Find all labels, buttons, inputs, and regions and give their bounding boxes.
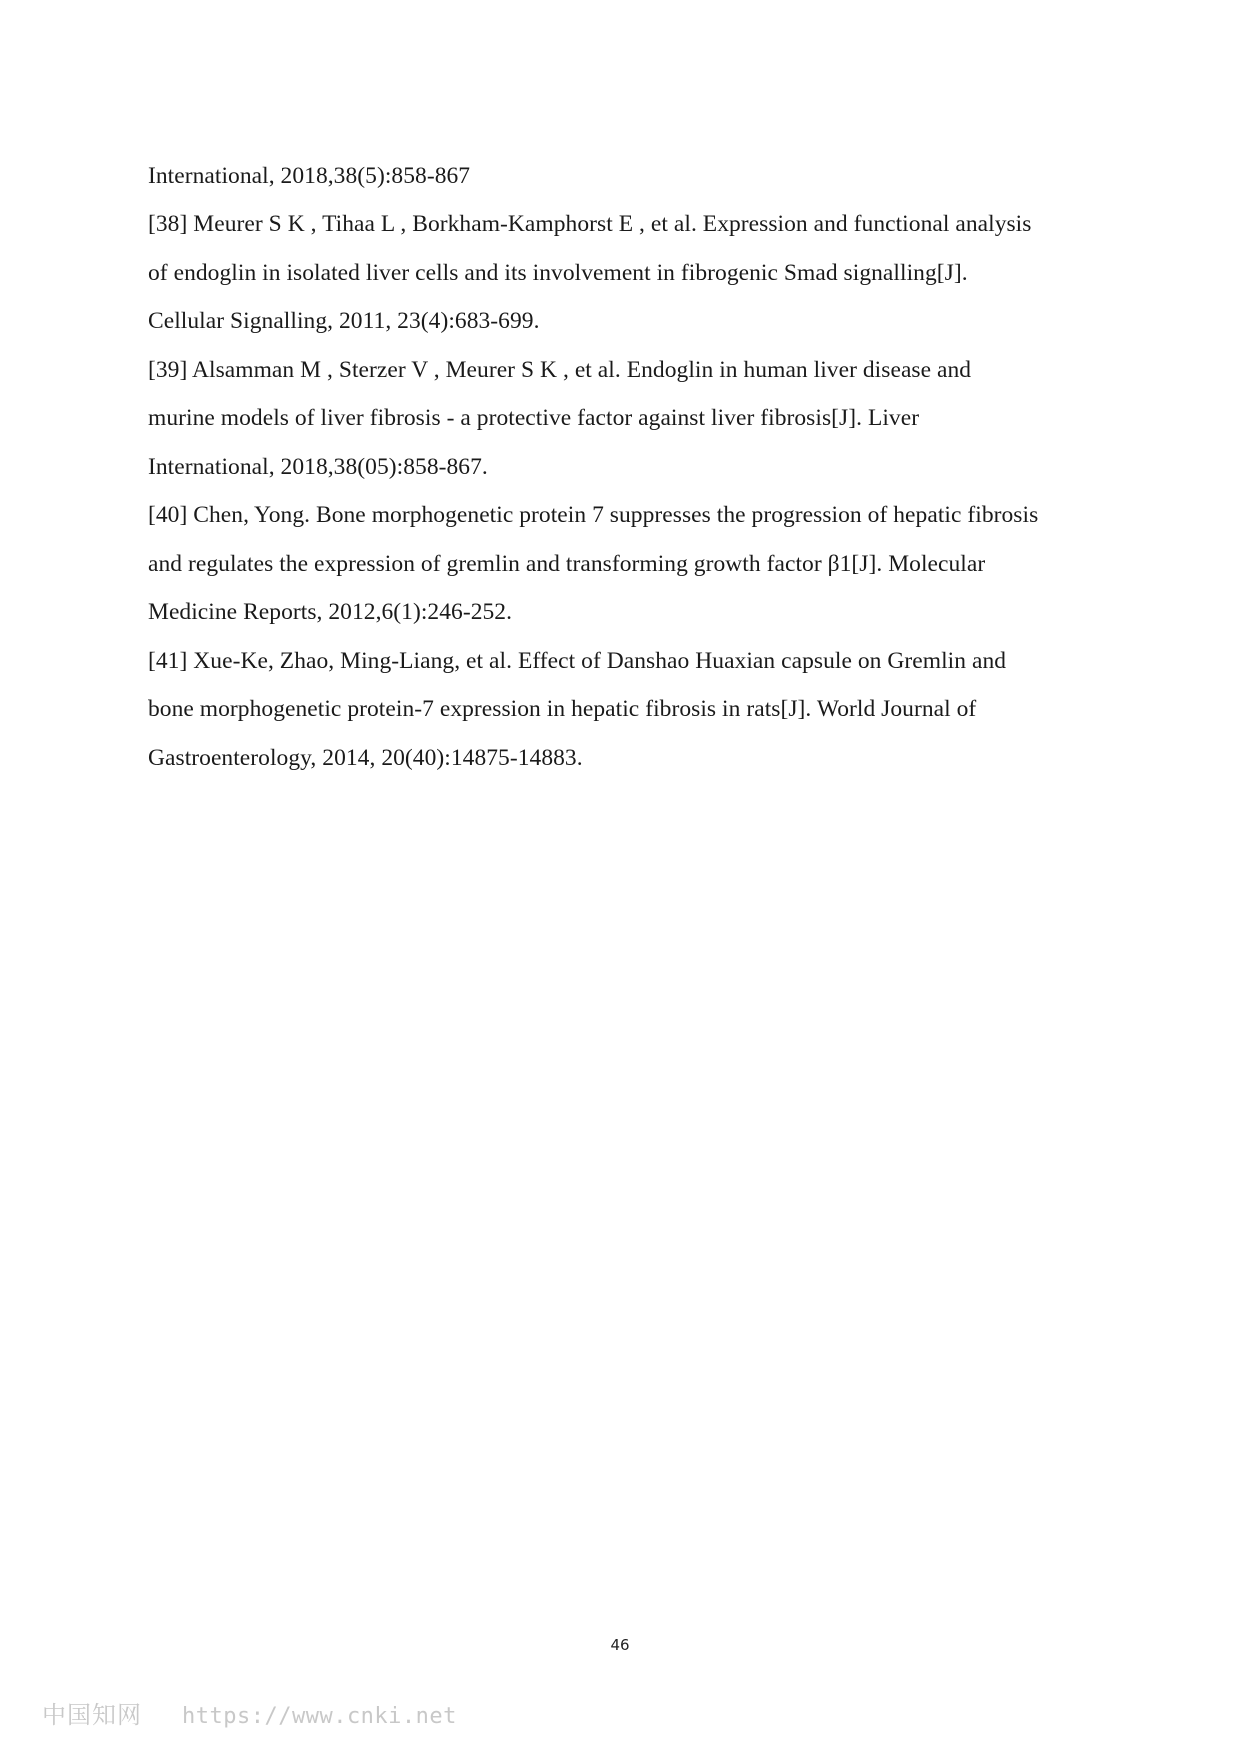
reference-line: Cellular Signalling, 2011, 23(4):683-699. (148, 308, 540, 334)
cnki-watermark (42, 1695, 457, 1730)
reference-line: murine models of liver fibrosis - a protective factor against liver fibrosis[J]. Liver (148, 405, 920, 431)
reference-line: of endoglin in isolated liver cells and its involvement in fibrogenic Smad signalling[J]. (148, 260, 968, 286)
reference-line: International, 2018,38(05):858-867. (148, 454, 488, 480)
reference-line: bone morphogenetic protein-7 expression in hepatic fibrosis in rats[J]. World Journal of (148, 696, 977, 722)
reference-line: and regulates the expression of gremlin and transforming growth factor β1[J]. Molecular (148, 551, 986, 577)
reference-line: [41] Xue-Ke, Zhao, Ming-Liang, et al. Effect of Danshao Huaxian capsule on Gremlin and (148, 648, 1007, 674)
page-number: 46 (610, 1636, 630, 1654)
watermark-url: https://www.cnki.net (182, 1704, 457, 1729)
reference-line: [39] Alsamman M , Sterzer V , Meurer S K , et al. Endoglin in human liver disease and (148, 357, 972, 383)
reference-line: Gastroenterology, 2014, 20(40):14875-14883. (148, 745, 583, 771)
reference-line: [38] Meurer S K , Tihaa L , Borkham-Kamphorst E , et al. Expression and functional analysis (148, 211, 1032, 237)
reference-line: [40] Chen, Yong. Bone morphogenetic protein 7 suppresses the progression of hepatic fibrosis (148, 502, 1039, 528)
watermark-name: 中国知网 (42, 1701, 142, 1729)
reference-line: International, 2018,38(5):858-867 (148, 163, 471, 189)
reference-line: Medicine Reports, 2012,6(1):246-252. (148, 599, 513, 625)
